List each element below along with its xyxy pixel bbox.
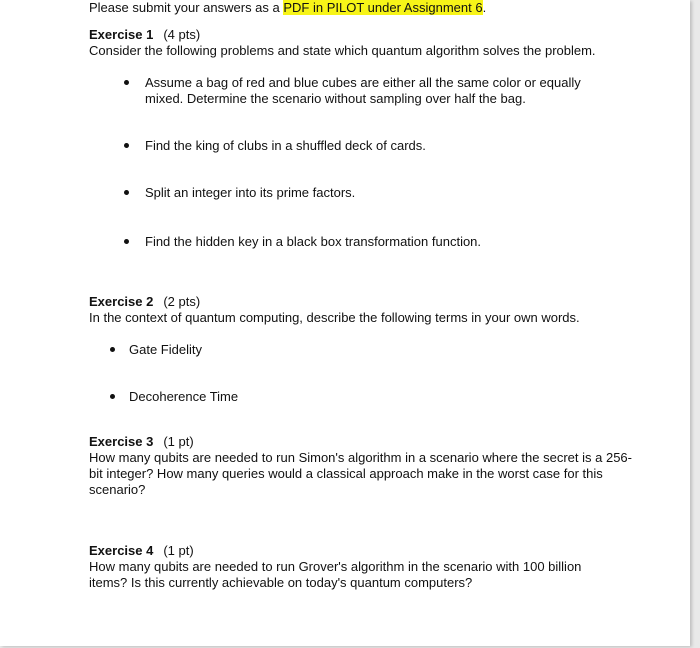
- bullet-icon: [110, 394, 115, 399]
- intro-suffix: .: [482, 0, 487, 15]
- exercise-1-item-3: Split an integer into its prime factors.: [145, 185, 356, 200]
- highlighted-submission-location: PDF in PILOT under Assignment 6: [283, 0, 483, 15]
- bullet-icon: [110, 347, 115, 352]
- exercise-2-heading: [89, 294, 649, 310]
- bullet-icon: [124, 190, 129, 195]
- exercise-2-points: (2 pts): [163, 294, 201, 309]
- exercise-4-points: (1 pt): [163, 543, 194, 558]
- exercise-1-item-4: Find the hidden key in a black box transformation function.: [145, 234, 482, 249]
- exercise-4-heading: [89, 543, 649, 559]
- exercise-1-item-2: Find the king of clubs in a shuffled deck of cards.: [145, 138, 426, 153]
- bullet-icon: [124, 143, 129, 148]
- exercise-4-title: Exercise 4: [89, 543, 154, 558]
- exercise-1-prompt: Consider the following problems and state which quantum algorithm solves the problem.: [89, 43, 596, 58]
- intro-prefix: Please submit your answers as a: [89, 0, 284, 15]
- exercise-1-heading: [89, 27, 649, 43]
- exercise-1-title: Exercise 1: [89, 27, 154, 42]
- bullet-icon: [124, 80, 129, 85]
- exercise-3-title: Exercise 3: [89, 434, 154, 449]
- exercise-2-item-2: Decoherence Time: [129, 389, 239, 404]
- exercise-1-points: (4 pts): [163, 27, 201, 42]
- exercise-3-heading: [89, 434, 649, 450]
- exercise-4-prompt: How many qubits are needed to run Grover's algorithm in the scenario with 100 billion items? Is this currently achievable on today's quantum computers?: [89, 559, 582, 590]
- exercise-3-points: (1 pt): [163, 434, 194, 449]
- bullet-icon: [124, 239, 129, 244]
- submission-instructions: [89, 0, 649, 16]
- exercise-2-item-1: Gate Fidelity: [129, 342, 202, 357]
- exercise-2-title: Exercise 2: [89, 294, 154, 309]
- exercise-3-prompt: How many qubits are needed to run Simon's algorithm in a scenario where the secret is a 256-bit integer? How many queries would a classical approach make in the worst case for this scenario?: [89, 450, 632, 497]
- exercise-1-item-1: Assume a bag of red and blue cubes are either all the same color or equally mixed. Determine the scenario without sampling over half the bag.: [145, 75, 581, 106]
- exercise-2-prompt: In the context of quantum computing, describe the following terms in your own words.: [89, 310, 580, 325]
